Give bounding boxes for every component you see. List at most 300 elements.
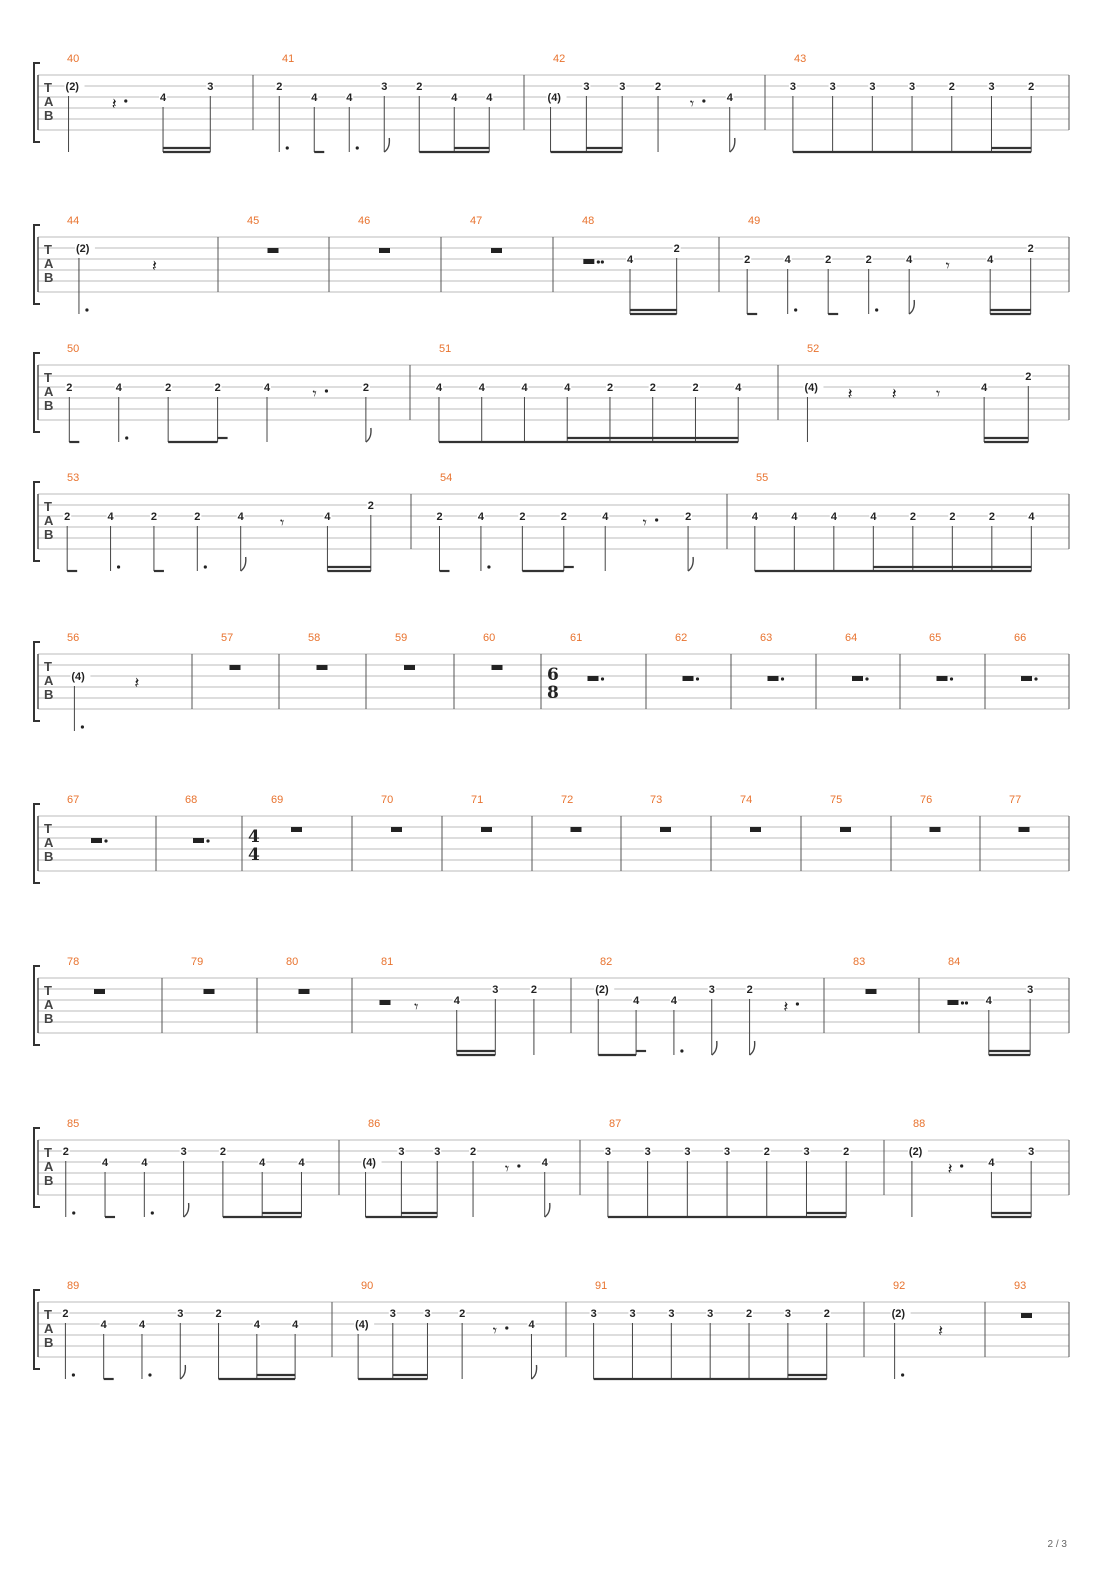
measure	[65, 343, 371, 442]
measure-number: 61	[570, 632, 583, 644]
flag	[730, 138, 735, 152]
measure-number: 60	[483, 632, 496, 644]
fret-number: 3	[604, 1146, 612, 1158]
measure	[67, 794, 108, 843]
measure-number: 75	[830, 794, 843, 806]
measure-number: 54	[440, 472, 453, 484]
measure-number: 41	[282, 53, 295, 65]
fret-number: 2	[215, 1308, 222, 1320]
measure	[191, 956, 215, 994]
fret-number: 3	[180, 1146, 187, 1158]
fret-number: 2	[988, 511, 995, 523]
fret-number: 2	[746, 984, 753, 996]
duration-dot	[680, 1049, 683, 1052]
measure-number: 74	[740, 794, 753, 806]
measure	[1014, 632, 1038, 681]
rest-mark	[660, 827, 671, 832]
rest-mark	[1021, 676, 1032, 681]
fret-number: 2	[843, 1146, 850, 1158]
fret-number: 2	[62, 1308, 69, 1320]
fret-number: 4	[830, 511, 837, 523]
tab-system	[34, 1118, 1069, 1217]
measure	[65, 53, 215, 152]
fret-number: (4)	[547, 92, 561, 104]
rest-dot	[601, 260, 604, 263]
fret-number: 4	[478, 382, 485, 394]
tab-clef-letter: B	[44, 1173, 54, 1188]
duration-dot	[72, 1211, 75, 1214]
tab-clef-letter: A	[44, 513, 54, 528]
measure	[547, 53, 735, 152]
tab-clef-letter: B	[44, 108, 54, 123]
fret-number: 2	[530, 984, 538, 996]
fret-number: 3	[909, 81, 916, 93]
measure-number: 63	[760, 632, 773, 644]
measure-number: 53	[67, 472, 80, 484]
fret-number: 4	[324, 511, 331, 523]
duration-dot	[81, 725, 84, 728]
fret-number: 4	[791, 511, 798, 523]
time-signature-top: 6	[547, 665, 559, 685]
fret-number: 2	[1025, 371, 1032, 383]
rest-mark: 𝄽	[947, 1159, 953, 1178]
fret-number: 4	[784, 254, 791, 266]
fret-number: (4)	[362, 1157, 376, 1169]
fret-number: 2	[763, 1146, 770, 1158]
fret-number: 2	[276, 81, 283, 93]
fret-number: 3	[207, 81, 214, 93]
fret-number: 4	[311, 92, 318, 104]
fret-number: 4	[102, 1157, 109, 1169]
rest-mark	[683, 676, 694, 681]
tab-system	[34, 956, 1069, 1055]
measure	[740, 794, 761, 832]
rest-mark	[571, 827, 582, 832]
measure	[650, 794, 671, 832]
measure	[67, 956, 105, 994]
fret-number: 3	[829, 81, 836, 93]
measure	[929, 632, 953, 681]
rest-mark	[379, 248, 390, 253]
measure-number: 40	[67, 53, 80, 65]
fret-number: 3	[789, 81, 797, 93]
rest-dot	[655, 518, 658, 521]
duration-dot	[875, 308, 878, 311]
rest-dot	[950, 677, 953, 680]
fret-number: 3	[1028, 1146, 1035, 1158]
fret-number: 4	[346, 92, 353, 104]
fret-number: 4	[107, 511, 114, 523]
fret-number: 4	[735, 382, 742, 394]
measure	[743, 215, 1035, 314]
measure	[1014, 1280, 1032, 1318]
measure	[185, 794, 210, 843]
fret-number: 3	[644, 1146, 651, 1158]
measure-number: 52	[807, 343, 820, 355]
fret-number: 4	[264, 382, 271, 394]
fret-number: (2)	[891, 1308, 906, 1320]
rest-mark: 𝄾	[504, 1159, 510, 1178]
tab-clef-letter: A	[44, 1159, 54, 1174]
rest-mark: 𝄾	[935, 384, 941, 403]
fret-number: 4	[160, 92, 167, 104]
tab-clef-letter: A	[44, 835, 54, 850]
fret-number: 3	[803, 1146, 810, 1158]
flag	[531, 1365, 536, 1379]
tab-system	[34, 632, 1069, 731]
fret-number: 4	[453, 995, 460, 1007]
fret-number: 2	[459, 1308, 466, 1320]
tab-clef-letter: T	[44, 370, 52, 385]
rest-mark	[491, 248, 502, 253]
fret-number: 2	[1027, 243, 1034, 255]
duration-dot	[487, 565, 490, 568]
measure-number: 43	[794, 53, 807, 65]
fret-number: 4	[141, 1157, 148, 1169]
fret-number: 3	[1027, 984, 1034, 996]
tab-system	[34, 1280, 1069, 1379]
fret-number: 3	[988, 81, 995, 93]
fret-number: 3	[583, 81, 590, 93]
fret-number: 4	[726, 92, 733, 104]
fret-number: 2	[64, 511, 71, 523]
rest-mark: 𝄽	[111, 94, 117, 113]
measure	[286, 956, 310, 994]
rest-mark	[193, 838, 204, 843]
rest-mark: 𝄽	[783, 997, 789, 1016]
rest-dot	[206, 839, 209, 842]
rest-mark	[588, 676, 599, 681]
fret-number: 4	[486, 92, 493, 104]
tab-clef-letter: A	[44, 997, 54, 1012]
fret-number: 3	[381, 81, 388, 93]
duration-dot	[901, 1373, 904, 1376]
fret-number: 2	[367, 500, 374, 512]
tab-clef-letter: T	[44, 983, 52, 998]
fret-number: 3	[869, 81, 876, 93]
fret-number: 2	[825, 254, 832, 266]
rest-mark	[768, 676, 779, 681]
measure	[751, 472, 1035, 571]
fret-number: 4	[870, 511, 877, 523]
fret-number: 4	[633, 995, 640, 1007]
fret-number: 2	[214, 382, 221, 394]
measure-number: 59	[395, 632, 408, 644]
fret-number: 2	[150, 511, 158, 523]
rest-dot	[965, 1001, 968, 1004]
fret-number: 4	[602, 511, 609, 523]
fret-number: (4)	[355, 1319, 369, 1331]
fret-number: 4	[292, 1319, 299, 1331]
tab-system	[34, 343, 1069, 442]
tab-clef-letter: B	[44, 1011, 54, 1026]
tab-clef-letter: T	[44, 499, 52, 514]
measure-number: 48	[582, 215, 595, 227]
fret-number: 3	[389, 1308, 396, 1320]
rest-dot	[961, 1001, 964, 1004]
measure	[435, 343, 742, 442]
tab-clef-letter: T	[44, 821, 52, 836]
measure	[590, 1280, 831, 1379]
tab-clef-letter: A	[44, 1321, 54, 1336]
measure-number: 57	[221, 632, 234, 644]
measure-number: 70	[381, 794, 394, 806]
rest-mark	[94, 989, 105, 994]
measure	[891, 1280, 944, 1379]
tab-system	[34, 794, 1069, 883]
flag	[366, 428, 371, 442]
tab-clef-letter: B	[44, 1335, 54, 1350]
fret-number: 4	[521, 382, 528, 394]
fret-number: 4	[751, 511, 758, 523]
fret-number: 4	[564, 382, 571, 394]
measure	[547, 632, 604, 703]
measure-number: 86	[368, 1118, 381, 1130]
fret-number: 2	[470, 1146, 477, 1158]
fret-number: 3	[590, 1308, 597, 1320]
fret-number: 3	[434, 1146, 441, 1158]
measure	[1009, 794, 1030, 832]
measure-number: 66	[1014, 632, 1027, 644]
measure-number: 67	[67, 794, 80, 806]
measure-number: 92	[893, 1280, 906, 1292]
fret-number: 2	[685, 511, 692, 523]
fret-number: 3	[724, 1146, 731, 1158]
fret-number: 3	[784, 1308, 792, 1320]
fret-number: 3	[708, 984, 715, 996]
flag	[241, 557, 246, 571]
rest-mark: 𝄽	[847, 384, 853, 403]
measure-number: 85	[67, 1118, 80, 1130]
tab-clef-letter: T	[44, 1307, 52, 1322]
measure-number: 44	[67, 215, 80, 227]
measure-number: 50	[67, 343, 80, 355]
rest-dot	[696, 677, 699, 680]
duration-dot	[356, 146, 359, 149]
fret-number: 4	[985, 995, 992, 1007]
fret-number: 2	[1028, 81, 1035, 93]
tab-clef-letter: A	[44, 673, 54, 688]
tab-clef-letter: A	[44, 384, 54, 399]
page-number: 2 / 3	[1047, 1539, 1067, 1550]
fret-number: 2	[519, 511, 526, 523]
fret-number: 3	[619, 81, 626, 93]
rest-dot	[505, 1326, 508, 1329]
rest-dot	[865, 677, 868, 680]
rest-mark: 𝄽	[151, 256, 157, 275]
fret-number: 2	[948, 81, 955, 93]
fret-number: 3	[177, 1308, 184, 1320]
measure	[483, 632, 503, 670]
measure-number: 78	[67, 956, 80, 968]
rest-mark: 𝄽	[134, 673, 140, 692]
measure-number: 81	[381, 956, 394, 968]
rest-mark	[852, 676, 863, 681]
measure	[803, 343, 1032, 442]
rest-mark: 𝄾	[642, 513, 647, 532]
fret-number: 2	[823, 1308, 830, 1320]
tab-system	[34, 472, 1069, 571]
rest-mark: 𝄽	[938, 1321, 944, 1340]
rest-dot	[702, 99, 705, 102]
measure-number: 89	[67, 1280, 80, 1292]
measure	[61, 1280, 299, 1379]
rest-mark: 𝄾	[689, 94, 695, 113]
fret-number: (2)	[908, 1146, 923, 1158]
fret-number: 2	[66, 382, 73, 394]
tab-clef-letter: T	[44, 242, 52, 257]
fret-number: 4	[987, 254, 994, 266]
flag	[909, 300, 914, 314]
measure-number: 71	[471, 794, 484, 806]
fret-number: 3	[629, 1308, 636, 1320]
fret-number: 2	[673, 243, 680, 255]
rest-dot	[796, 1002, 799, 1005]
tab-clef-letter: B	[44, 398, 54, 413]
measure-number: 91	[595, 1280, 608, 1292]
fret-number: 3	[684, 1146, 691, 1158]
fret-number: 4	[670, 995, 678, 1007]
fret-number: 3	[398, 1146, 405, 1158]
measure-number: 51	[439, 343, 452, 355]
fret-number: 2	[649, 382, 656, 394]
fret-number: (2)	[65, 81, 79, 93]
flag	[384, 138, 389, 152]
fret-number: 4	[138, 1319, 146, 1331]
tab-clef-letter: A	[44, 94, 54, 109]
measure-number: 84	[948, 956, 961, 968]
tab-clef-letter: T	[44, 659, 52, 674]
fret-number: 4	[253, 1319, 260, 1331]
rest-mark: 𝄾	[414, 997, 419, 1016]
flag	[688, 557, 693, 571]
flag	[180, 1365, 185, 1379]
rest-dot	[601, 677, 604, 680]
measure	[760, 632, 784, 681]
measure	[470, 215, 502, 253]
fret-number: 4	[528, 1319, 535, 1331]
rest-mark	[391, 827, 402, 832]
fret-number: 2	[655, 81, 662, 93]
fret-number: 4	[435, 382, 443, 394]
measure-number: 55	[756, 472, 769, 484]
rest-mark	[230, 665, 241, 670]
fret-number: 2	[746, 1308, 753, 1320]
fret-number: 2	[606, 382, 614, 394]
time-signature-top: 4	[248, 827, 260, 847]
fret-number: 2	[165, 382, 172, 394]
measure-number: 42	[553, 53, 566, 65]
measure	[381, 794, 402, 832]
duration-dot	[204, 565, 207, 568]
measure-number: 58	[308, 632, 321, 644]
measure	[380, 956, 538, 1055]
fret-number: 4	[237, 511, 244, 523]
measure	[395, 632, 415, 670]
rest-dot	[325, 389, 328, 392]
tab-clef-letter: B	[44, 687, 54, 702]
rest-mark: 𝄾	[280, 513, 285, 532]
fret-number: 3	[668, 1308, 675, 1320]
rest-mark	[317, 665, 328, 670]
rest-mark	[204, 989, 215, 994]
fret-number: 4	[988, 1157, 995, 1169]
fret-number: 4	[115, 382, 122, 394]
rest-mark	[583, 259, 594, 264]
measure	[471, 794, 492, 832]
measure	[63, 472, 375, 571]
rest-mark: 𝄾	[945, 256, 950, 275]
measure-number: 90	[361, 1280, 374, 1292]
duration-dot	[794, 308, 797, 311]
tab-clef-letter: A	[44, 256, 54, 271]
rest-mark	[937, 676, 948, 681]
rest-dot	[104, 839, 107, 842]
fret-number: 2	[692, 382, 699, 394]
measure-number: 88	[913, 1118, 926, 1130]
fret-number: 2	[560, 511, 567, 523]
flag	[545, 1203, 550, 1217]
measure-number: 45	[247, 215, 260, 227]
fret-number: 4	[541, 1157, 548, 1169]
measure	[594, 956, 799, 1055]
rest-dot	[960, 1164, 963, 1167]
fret-number: (2)	[595, 984, 609, 996]
tab-clef-letter: B	[44, 527, 54, 542]
rest-mark	[91, 838, 102, 843]
rest-mark: 𝄾	[492, 1321, 498, 1340]
rest-mark	[291, 827, 302, 832]
measure-number: 79	[191, 956, 204, 968]
measure-number: 64	[845, 632, 858, 644]
fret-number: 4	[100, 1319, 107, 1331]
rest-mark: 𝄾	[312, 384, 317, 403]
measure	[436, 472, 694, 571]
fret-number: 3	[707, 1308, 714, 1320]
rest-mark	[268, 248, 279, 253]
tab-clef-letter: B	[44, 849, 54, 864]
rest-mark: 𝄽	[891, 384, 897, 403]
measure-number: 72	[561, 794, 574, 806]
measure	[62, 1118, 306, 1217]
measure	[221, 632, 241, 670]
measure	[275, 53, 493, 152]
fret-number: 2	[909, 511, 916, 523]
rest-mark	[492, 665, 503, 670]
fret-number: 2	[416, 81, 423, 93]
measure	[947, 956, 1034, 1055]
measure	[308, 632, 328, 670]
measure-number: 68	[185, 794, 198, 806]
measure	[247, 215, 279, 253]
tab-clef-letter: T	[44, 1145, 52, 1160]
measure	[561, 794, 582, 832]
rest-dot	[1034, 677, 1037, 680]
fret-number: 3	[424, 1308, 431, 1320]
rest-mark	[947, 1000, 958, 1005]
measure	[675, 632, 699, 681]
measure	[354, 1280, 536, 1379]
measure-number: 87	[609, 1118, 622, 1130]
duration-dot	[151, 1211, 154, 1214]
fret-number: 3	[492, 984, 499, 996]
fret-number: (4)	[804, 382, 818, 394]
measure-number: 65	[929, 632, 942, 644]
measure	[789, 53, 1035, 152]
fret-number: (2)	[75, 243, 90, 255]
tab-clef-letter: T	[44, 80, 52, 95]
fret-number: 2	[194, 511, 201, 523]
